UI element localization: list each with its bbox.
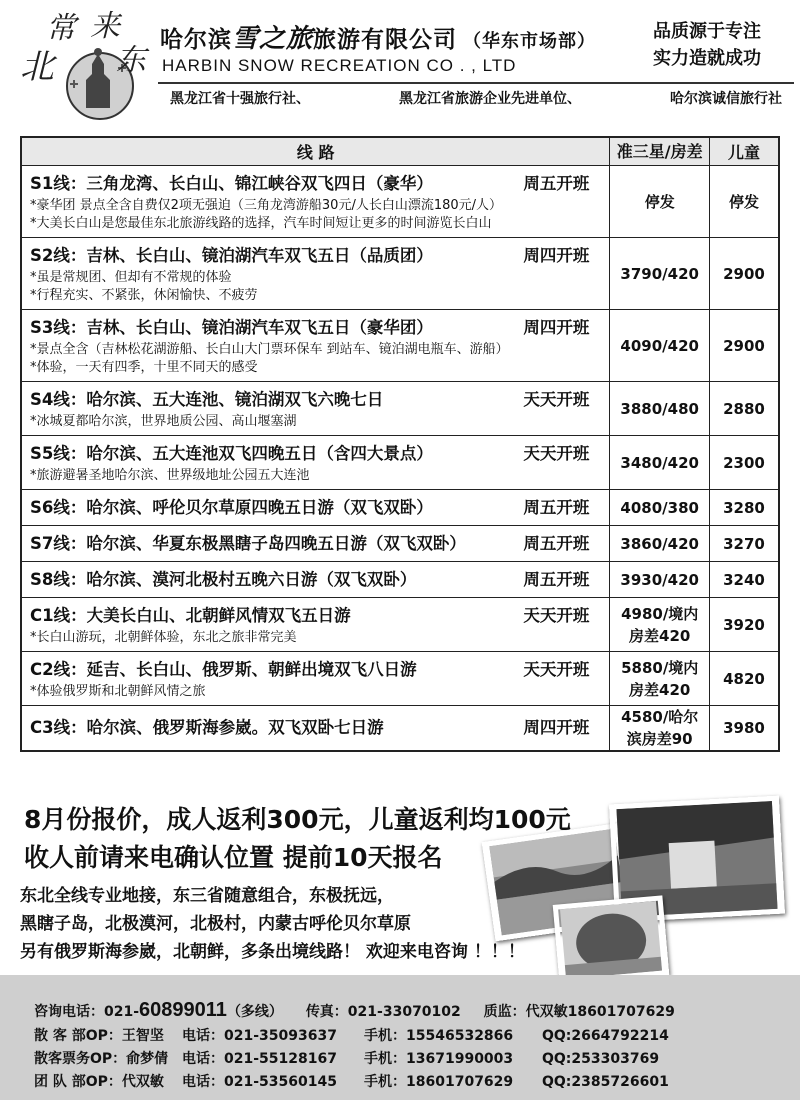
- route-note: *体验，一天有四季，十里不同天的感受: [30, 359, 258, 375]
- route-price-table: [20, 136, 780, 752]
- footer-contact-row: 散客票务OP：俞梦倩 电话：021-55128167 手机：13671990003 QQ:253303769: [34, 1051, 660, 1067]
- header-child: 儿童: [710, 137, 780, 166]
- route-cell: [21, 238, 610, 310]
- route-title: S6线：哈尔滨、呼伦贝尔草原四晚五日游（双飞双卧）: [30, 497, 433, 517]
- route-schedule: 天天开班: [523, 389, 590, 409]
- route-cell: [21, 652, 610, 706]
- child-price-cell: 3280: [710, 490, 780, 526]
- child-price-cell: 3920: [710, 598, 780, 652]
- footer-consult-row: 咨询电话：021-60899011（多线） 传真：021-33070102 质监：代双敏18601707629: [34, 999, 675, 1021]
- company-logo: [18, 8, 153, 123]
- table-row: [21, 310, 779, 382]
- route-cell: [21, 706, 610, 752]
- table-row: [21, 436, 779, 490]
- route-schedule: 天天开班: [523, 605, 590, 625]
- route-note: *旅游避暑圣地哈尔滨、世界级地址公园五大连池: [30, 467, 310, 483]
- award-3: 哈尔滨诚信旅行社: [670, 91, 782, 107]
- svg-text:来: 来: [90, 9, 120, 44]
- table-row: [21, 382, 779, 436]
- route-title: S5线：哈尔滨、五大连池双飞四晚五日（含四大景点）: [30, 443, 433, 463]
- table-row: [21, 562, 779, 598]
- footer-contact-row: 团 队 部OP：代双敏 电话：021-53560145 手机：18601707629 QQ:2385726601: [34, 1074, 669, 1090]
- svg-text:常: 常: [46, 11, 76, 46]
- route-note: *豪华团 景点全含自费仅2项无强迫（三角龙湾游船30元/人长白山漂流180元/人）: [30, 197, 503, 213]
- route-note: *冰城夏都哈尔滨，世界地质公园、高山堰塞湖: [30, 413, 297, 429]
- route-schedule: 周五开班: [523, 173, 590, 193]
- route-note: *景点全含（吉林松花湖游船、长白山大门票环保车 到站车、镜泊湖电瓶车、游船）: [30, 341, 509, 357]
- route-cell: [21, 310, 610, 382]
- award-2: 黑龙江省旅游企业先进单位、: [399, 91, 581, 107]
- table-row: [21, 598, 779, 652]
- route-title: S8线：哈尔滨、漠河北极村五晚六日游（双飞双卧）: [30, 569, 417, 589]
- route-note: *虽是常规团、但却有不常规的体验: [30, 269, 232, 285]
- route-cell: [21, 562, 610, 598]
- route-schedule: 周五开班: [523, 497, 590, 517]
- route-title: S2线：吉林、长白山、镜泊湖汽车双飞五日（品质团）: [30, 245, 433, 265]
- price-cell: 3860/420: [610, 526, 710, 562]
- child-price-cell: 4820: [710, 652, 780, 706]
- quality-supervisor: 质监：代双敏18601707629: [483, 1004, 675, 1020]
- photo-rock: [553, 895, 670, 984]
- child-price-cell: 停发: [710, 166, 780, 238]
- route-cell: [21, 382, 610, 436]
- table-row: [21, 166, 779, 238]
- consult-number: 60899011: [139, 999, 227, 1021]
- slogan: 品质源于专注 实力造就成功: [653, 21, 761, 69]
- promo-headline: 8月份报价，成人返利300元，儿童返利均100元: [24, 805, 571, 834]
- route-cell: [21, 166, 610, 238]
- table-row: [21, 238, 779, 310]
- child-price-cell: 3270: [710, 526, 780, 562]
- company-name: 哈尔滨雪之旅旅游有限公司 （华东市场部）: [160, 24, 597, 54]
- route-cell: [21, 490, 610, 526]
- promo-description: 东北全线专业地接，东三省随意组合，东极抚远， 黑瞎子岛，北极漠河，北极村，内蒙古呼伦贝尔草原 另有俄罗斯海参崴，北朝鲜，多条出境线路！ 欢迎来电咨询 ！！！: [20, 886, 525, 962]
- child-price-cell: 2900: [710, 238, 780, 310]
- price-cell: 4980/境内 房差420: [610, 598, 710, 652]
- route-schedule: 周四开班: [523, 317, 590, 337]
- promo-subheadline: 收人前请来电确认位置 提前10天报名: [24, 843, 443, 872]
- route-title: S3线：吉林、长白山、镜泊湖汽车双飞五日（豪华团）: [30, 317, 433, 337]
- route-note: *大美长白山是您最佳东北旅游线路的选择，汽车时间短让更多的时间游览长白山: [30, 215, 492, 231]
- route-title: S7线：哈尔滨、华夏东极黑瞎子岛四晚五日游（双飞双卧）: [30, 533, 466, 553]
- route-schedule: 周五开班: [523, 533, 590, 553]
- price-cell: 3930/420: [610, 562, 710, 598]
- company-name-english: HARBIN SNOW RECREATION CO . , LTD: [162, 56, 517, 75]
- consult-label: 咨询电话：021-: [34, 1004, 140, 1020]
- child-price-cell: 2300: [710, 436, 780, 490]
- footer-contacts: [0, 975, 800, 1100]
- route-schedule: 周四开班: [523, 245, 590, 265]
- route-title: S1线：三角龙湾、长白山、锦江峡谷双飞四日（豪华）: [30, 173, 433, 193]
- awards-bar: [158, 82, 794, 112]
- route-cell: [21, 526, 610, 562]
- price-cell: 3790/420: [610, 238, 710, 310]
- route-schedule: 天天开班: [523, 443, 590, 463]
- table-row: [21, 490, 779, 526]
- route-title: C2线：延吉、长白山、俄罗斯、朝鲜出境双飞八日游: [30, 659, 417, 679]
- route-note: *长白山游玩，北朝鲜体验，东北之旅非常完美: [30, 629, 297, 645]
- route-note: *行程充实、不紧张，休闲愉快、不疲劳: [30, 287, 258, 303]
- child-price-cell: 2900: [710, 310, 780, 382]
- price-cell: 4090/420: [610, 310, 710, 382]
- header-route: 线 路: [21, 137, 610, 166]
- route-schedule: 天天开班: [523, 659, 590, 679]
- header: [0, 0, 800, 120]
- table-row: [21, 706, 779, 752]
- route-title: C3线：哈尔滨、俄罗斯海参崴。双飞双卧七日游: [30, 718, 384, 737]
- price-cell: 4080/380: [610, 490, 710, 526]
- price-cell: 3880/480: [610, 382, 710, 436]
- route-cell: [21, 598, 610, 652]
- table-body: [21, 166, 779, 752]
- route-title: S4线：哈尔滨、五大连池、镜泊湖双飞六晚七日: [30, 389, 384, 409]
- table-row: [21, 652, 779, 706]
- fax: 传真：021-33070102: [305, 1004, 461, 1020]
- route-title: C1线：大美长白山、北朝鲜风情双飞五日游: [30, 605, 351, 625]
- price-cell: 停发: [610, 166, 710, 238]
- table-row: [21, 526, 779, 562]
- svg-text:东: 东: [116, 43, 146, 78]
- price-cell: 4580/哈尔 滨房差90: [610, 706, 710, 752]
- logo-calligraphy: 北: [20, 47, 54, 87]
- route-note: *体验俄罗斯和北朝鲜风情之旅: [30, 683, 206, 699]
- route-schedule: 周四开班: [523, 718, 590, 737]
- child-price-cell: 3240: [710, 562, 780, 598]
- table-header-row: [21, 137, 779, 166]
- price-cell: 5880/境内 房差420: [610, 652, 710, 706]
- child-price-cell: 3980: [710, 706, 780, 752]
- route-schedule: 周五开班: [523, 569, 590, 589]
- route-cell: [21, 436, 610, 490]
- header-price: 准三星/房差: [610, 137, 710, 166]
- footer-contact-row: 散 客 部OP：王智坚 电话：021-35093637 手机：15546532866 QQ:2664792214: [34, 1028, 669, 1044]
- price-cell: 3480/420: [610, 436, 710, 490]
- award-1: 黑龙江省十强旅行社、: [170, 91, 310, 107]
- child-price-cell: 2880: [710, 382, 780, 436]
